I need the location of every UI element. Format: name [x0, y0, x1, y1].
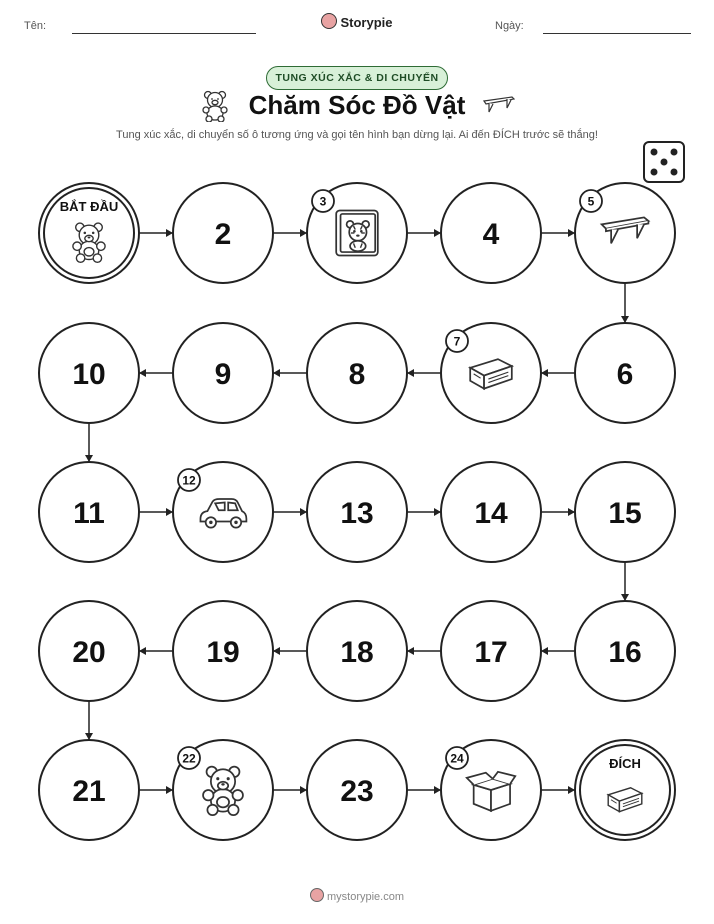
cell-number: 11 — [73, 497, 105, 530]
board-cell-17 — [441, 601, 541, 701]
cell-number: 15 — [608, 497, 642, 530]
board-cell-20 — [39, 601, 139, 701]
cell-number: 9 — [214, 358, 232, 391]
board-cell-16 — [575, 601, 675, 701]
board-cell-5 — [575, 183, 675, 283]
arrow-head — [568, 786, 575, 794]
arrow-head — [407, 647, 414, 655]
arrow-head — [85, 733, 93, 740]
board-cell-10 — [39, 323, 139, 423]
teddy-bear-icon — [73, 223, 105, 262]
arrow-head — [434, 229, 441, 237]
activity-badge: TUNG XÚC XẮC & DI CHUYỂN — [266, 66, 448, 90]
cell-number: 20 — [72, 636, 106, 669]
arrow-head — [541, 369, 548, 377]
arrow-head — [273, 369, 280, 377]
arrow-head — [85, 455, 93, 462]
board-cell-18 — [307, 601, 407, 701]
board-cell-3 — [307, 183, 407, 283]
board-cell-1 — [39, 183, 139, 283]
board-cell-8 — [307, 323, 407, 423]
cell-number: 13 — [340, 497, 374, 530]
arrow-head — [407, 369, 414, 377]
arrow-head — [166, 786, 173, 794]
board-cell-12 — [173, 462, 273, 562]
instructions: Tung xúc xắc, di chuyển số ô tương ứng và gọi tên hình bạn dừng lại. Ai đến ĐÍCH trước sẽ thắng! — [116, 129, 598, 141]
footer-url: mystorypie.com — [326, 891, 405, 903]
arrow-head — [568, 229, 575, 237]
board-cell-23 — [307, 740, 407, 840]
cell-number: 17 — [474, 636, 508, 669]
start-label: BẮT ĐẦU — [59, 199, 119, 214]
finish-label: ĐÍCH — [609, 756, 641, 771]
brand-name: Storypie — [340, 15, 393, 30]
board-cell-7 — [441, 323, 541, 423]
cell-number: 23 — [340, 775, 374, 808]
board-cell-13 — [307, 462, 407, 562]
cell-number: 8 — [348, 358, 366, 391]
cell-number: 19 — [206, 636, 240, 669]
arrow-head — [273, 647, 280, 655]
cell-number: 18 — [340, 636, 374, 669]
cell-number: 10 — [72, 358, 106, 391]
name-label: Tên: — [24, 20, 47, 32]
cell-number: 5 — [587, 194, 595, 209]
arrow-head — [139, 369, 146, 377]
cell-number: 22 — [182, 751, 196, 766]
arrow-head — [166, 508, 173, 516]
arrow-head — [541, 647, 548, 655]
board-cell-21 — [39, 740, 139, 840]
board-cell-11 — [39, 462, 139, 562]
board-cell-19 — [173, 601, 273, 701]
board-cell-22 — [173, 740, 273, 840]
arrow-head — [139, 647, 146, 655]
board-cell-9 — [173, 323, 273, 423]
board-cell-14 — [441, 462, 541, 562]
arrow-head — [300, 508, 307, 516]
tiger-book-icon — [336, 210, 378, 255]
cell-number: 6 — [616, 358, 634, 391]
cell-number: 14 — [474, 497, 508, 530]
arrow-head — [568, 508, 575, 516]
board-cell-24 — [441, 740, 541, 840]
cell-number: 16 — [608, 636, 642, 669]
arrow-head — [434, 508, 441, 516]
teddy-bear-icon — [203, 767, 243, 816]
arrow-head — [300, 229, 307, 237]
cell-number: 24 — [450, 751, 464, 766]
cell-number: 7 — [453, 334, 461, 349]
cell-number: 4 — [482, 218, 500, 251]
arrow-head — [434, 786, 441, 794]
cell-number: 12 — [182, 473, 196, 488]
board-cell-15 — [575, 462, 675, 562]
board-cell-25 — [575, 740, 675, 840]
page-title: Chăm Sóc Đồ Vật — [248, 90, 466, 120]
board-cell-2 — [173, 183, 273, 283]
date-label: Ngày: — [495, 20, 524, 32]
cell-number: 2 — [214, 218, 232, 251]
arrow-head — [300, 786, 307, 794]
storypie-logo-icon — [310, 888, 324, 902]
arrow-head — [166, 229, 173, 237]
arrow-head — [621, 316, 629, 323]
cell-number: 21 — [72, 775, 106, 808]
board-cell-4 — [441, 183, 541, 283]
arrow-head — [621, 594, 629, 601]
cell-number: 3 — [319, 194, 327, 209]
footer — [0, 888, 714, 903]
board-cell-6 — [575, 323, 675, 423]
